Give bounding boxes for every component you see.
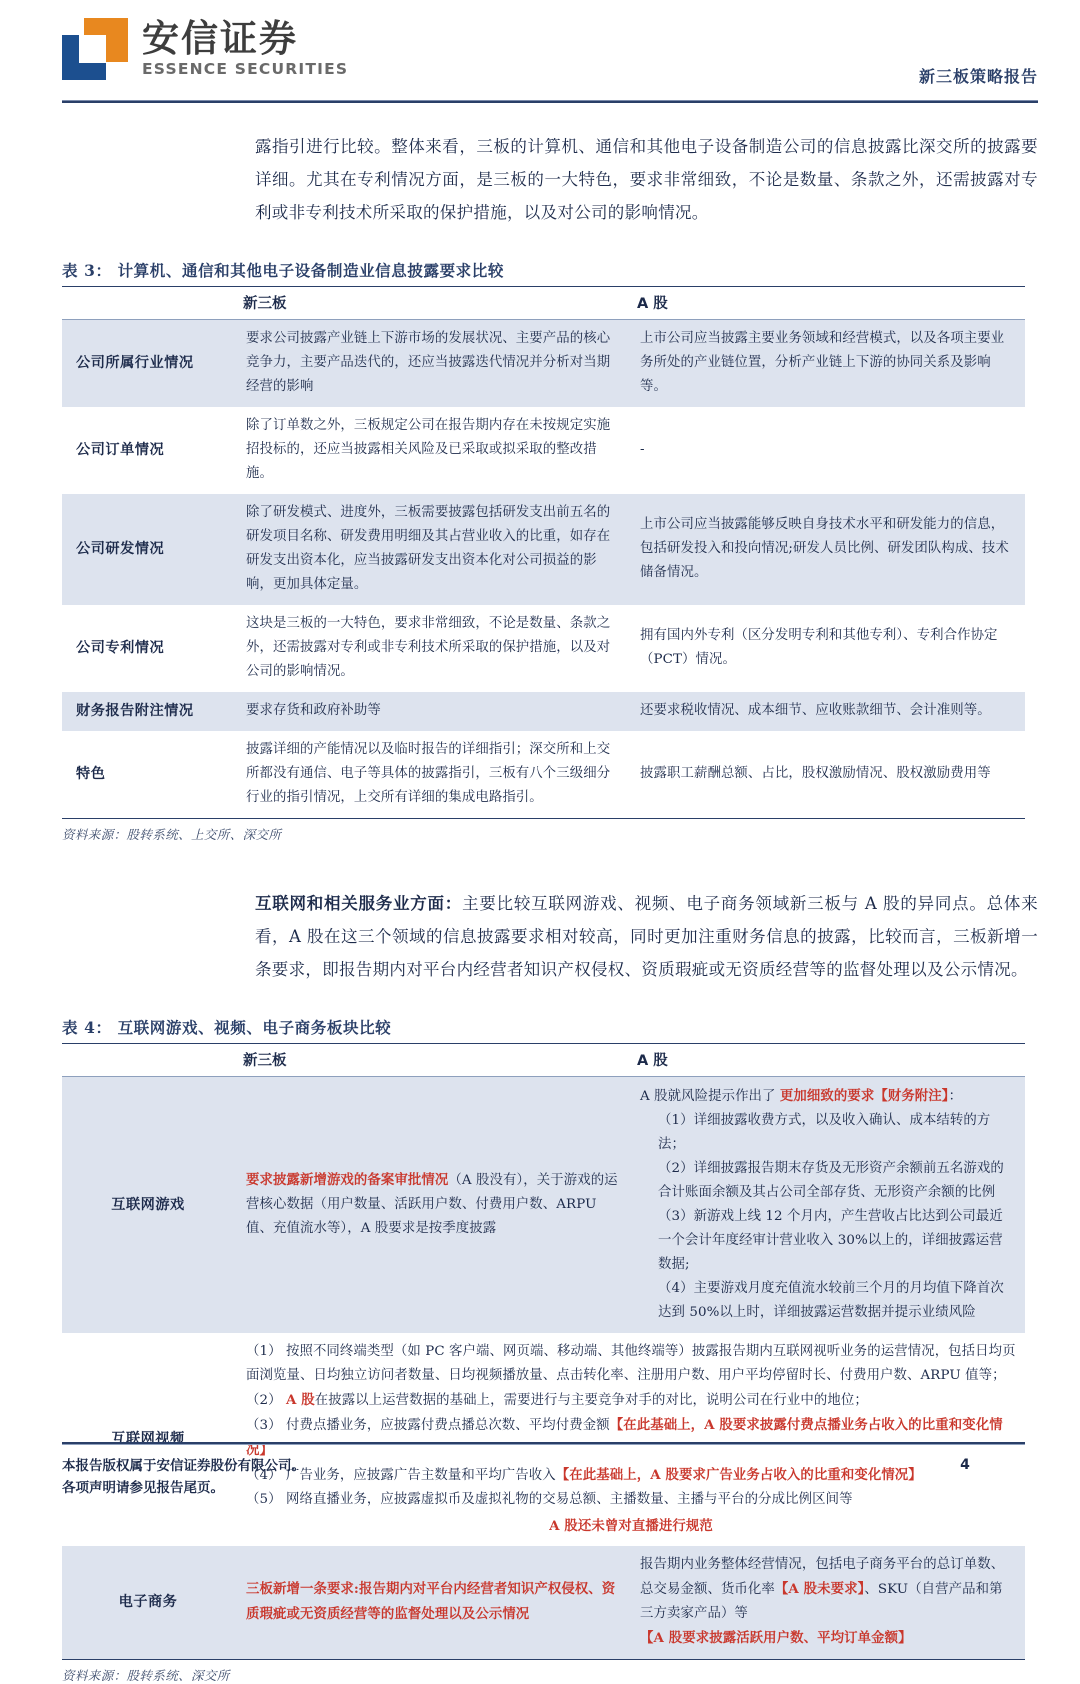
cell-xsb-rest: （A 股没有），关于游戏的运营核心数据（用户数量、活跃用户数、付费用户数、ARPU 值、充值流水等），A 股要求是按季度披露 <box>246 1173 618 1236</box>
cell-xsb: 这块是三板的一大特色，要求非常细致，不论是数量、条款之外，还需披露对专利或非专利技术所采取的保护措施，以及对公司的影响情况。 <box>246 616 611 679</box>
table3-caption: 表 3： 计算机、通信和其他电子设备制造业信息披露要求比较 <box>62 261 504 280</box>
cell-video-merged <box>237 1333 1025 1546</box>
mid-paragraph <box>255 883 1038 986</box>
video-item-highlight: 【在此基础上，A 股要求披露付费点播业务占收入的比重和变化情况】 <box>246 1417 1003 1458</box>
ag-lead-red: 更加细致的要求【财务附注】 <box>779 1088 949 1104</box>
row-label: 公司订单情况 <box>76 442 165 458</box>
cell-ag: 拥有国内外专利（区分发明专利和其他专利）、专利合作协定（PCT）情况。 <box>640 628 998 667</box>
table-row <box>62 1333 1025 1546</box>
cell-xsb <box>237 1077 631 1334</box>
row-label: 公司研发情况 <box>62 494 237 605</box>
brand-name-cn: 安信证券 <box>142 16 298 60</box>
table-row <box>62 320 1025 408</box>
ag-pre: 报告期内业务整体经营情况，包括电子商务平台的总订单数、总交易金额、货币化率 <box>640 1557 1005 1597</box>
video-item-text: （1） 按照不同终端类型（如 PC 客户端、网页端、移动端、其他终端等）披露报告期内互联网视听业务的运营情况，包括日均页面浏览量、日均独立访问者数量、日均视频播放量、点击转化率、注册用户数、用户平均停留时长、付费用户数、ARPU 值等； <box>246 1344 1016 1383</box>
row-label: 公司所属行业情况 <box>62 320 237 408</box>
brand-name-en: ESSENCE SECURITIES <box>142 60 349 79</box>
cell-ag: 披露职工薪酬总额、占比，股权激励情况、股权激励费用等 <box>640 766 991 781</box>
cell-xsb-highlight: 要求披露新增游戏的备案审批情况 <box>246 1172 449 1188</box>
ag-lead-tail: ： <box>948 1089 963 1104</box>
table4-col-xsb: 新三板 <box>237 1044 631 1077</box>
cell-ag: 上市公司应当披露主要业务领域和经营模式，以及各项主要业务所处的产业链位置，分析产业链上下游的协同关系及影响等。 <box>631 320 1025 408</box>
ag-highlight-1: 【A 股未要求】 <box>774 1581 865 1597</box>
footer-line-2: 各项声明请参见报告尾页。 <box>62 1480 224 1496</box>
header-divider <box>62 100 1038 103</box>
row-label: 电子商务 <box>62 1546 237 1659</box>
table-row <box>62 605 1025 692</box>
ag-item: （3）新游戏上线 12 个月内，产生营收占比达到公司最近一个会计年度经审计营业收入 30%以上的，详细披露运营数据; <box>658 1209 1003 1272</box>
video-item-text: （5） 网络直播业务，应披露虚拟币及虚拟礼物的交易总额、主播数量、主播与平台的分成比例区间等 <box>246 1492 853 1507</box>
cell-xsb: 除了研发模式、进度外，三板需要披露包括研发支出前五名的研发项目名称、研发费用明细及其占营业收入的比重，如存在研发支出资本化，应当披露研发支出资本化对公司损益的影响，更加具体定量。 <box>237 494 631 605</box>
intro-paragraph: 露指引进行比较。整体来看，三板的计算机、通信和其他电子设备制造公司的信息披露比深交所的披露要详细。尤其在专利情况方面，是三板的一大特色，要求非常细致，不论是数量、条款之外，还需披露对专利或非专利技术所采取的保护措施，以及对公司的影响情况。 <box>255 137 1038 222</box>
footer-line-1: 本报告版权属于安信证券股份有限公司。 <box>62 1458 305 1474</box>
table-row <box>62 731 1025 818</box>
video-item-pre: （2） <box>246 1393 286 1408</box>
table-row <box>62 494 1025 605</box>
video-item-highlight: A 股 <box>285 1392 315 1408</box>
ag-item: （2）详细披露报告期末存货及无形资产余额前五名游戏的合计账面余额及其占公司全部存货、无形资产余额的比例 <box>658 1161 1004 1200</box>
table-row <box>62 1546 1025 1659</box>
ag-lead-line <box>640 1084 1016 1109</box>
cell-ag <box>631 1077 1025 1334</box>
page-number: 4 <box>960 1457 970 1473</box>
cell-xsb: 除了订单数之外，三板规定公司在报告期内存在未按规定实施招投标的，还应当披露相关风险及已采取或拟采取的整改措施。 <box>246 418 611 481</box>
table3-source: 资料来源：股转系统、上交所、深交所 <box>62 827 282 842</box>
table-row <box>62 692 1025 731</box>
table4-source: 资料来源：股转系统、深交所 <box>62 1668 230 1683</box>
row-label: 公司专利情况 <box>76 640 165 656</box>
cell-xsb: 披露详细的产能情况以及临时报告的详细指引；深交所和上交所都没有通信、电子等具体的披露指引，三板有八个三级细分行业的指引情况，上交所有详细的集成电路指引。 <box>246 742 611 805</box>
cell-xsb: 要求存货和政府补助等 <box>237 692 631 731</box>
ag-mid: 、SKU（自营产品和第三方卖家产品）等 <box>640 1582 1003 1621</box>
video-item <box>246 1388 1016 1413</box>
footer-divider <box>62 1442 1025 1445</box>
table-row <box>62 407 1025 494</box>
cell-xsb-highlight: 三板新增一条要求:报告期内对平台内经营者知识产权侵权、资质瑕疵或无资质经营等的监督处理以及公示情况 <box>246 1581 616 1622</box>
table3-block <box>62 259 1025 843</box>
cell-ag: 还要求税收情况、成本细节、应收账款细节、会计准则等。 <box>631 692 1025 731</box>
ag-item: （4）主要游戏月度充值流水较前三个月的月均值下降首次达到 50%以上时，详细披露运营数据并提示业绩风险 <box>658 1281 1004 1320</box>
video-item-post: 在披露以上运营数据的基础上，需要进行与主要竞争对手的对比，说明公司在行业中的地位； <box>314 1393 868 1408</box>
table4-header-row <box>62 1044 1025 1077</box>
table4-col-blank <box>62 1044 237 1077</box>
video-item-pre: （3） 付费点播业务，应披露付费点播总次数、平均付费金额 <box>246 1418 610 1433</box>
row-label: 特色 <box>76 766 106 782</box>
table4-block <box>62 1016 1025 1684</box>
footer-copyright <box>62 1455 905 1499</box>
table-row <box>62 1077 1025 1334</box>
ag-item: （1）详细披露收费方式，以及收入确认、成本结转的方法； <box>658 1113 991 1152</box>
ag-highlight-2: 【A 股要求披露活跃用户数、平均订单金额】 <box>640 1630 912 1646</box>
page-header <box>0 0 1080 108</box>
table4 <box>62 1043 1025 1659</box>
video-item-highlight: 【在此基础上，A 股要求广告业务占收入的比重和变化情况】 <box>555 1467 922 1483</box>
report-type-label: 新三板策略报告 <box>918 67 1038 86</box>
ag-lead-black: A 股就风险提示作出了 <box>640 1089 780 1104</box>
table3 <box>62 286 1025 818</box>
table4-caption: 表 4： 互联网游戏、视频、电子商务板块比较 <box>62 1018 392 1037</box>
mid-paragraph-lead: 互联网和相关服务业方面： <box>255 894 463 913</box>
mid-paragraph-body: 主要比较互联网游戏、视频、电子商务领域新三板与 A 股的异同点。总体来看，A 股在这三个领域的信息披露要求相对较高，同时更加注重财务信息的披露，比较而言，三板新增一条要求，即报告期内对平台内经营者知识产权侵权、资质瑕疵或无资质经营等的监督处理以及公示情况。 <box>255 894 1038 979</box>
cell-ag <box>631 1546 1025 1659</box>
cell-ag: - <box>640 442 645 457</box>
brand-logo <box>62 18 348 80</box>
table4-col-ag: A 股 <box>631 1044 1025 1077</box>
table3-col-ag: A 股 <box>631 287 1025 320</box>
row-label: 互联网游戏 <box>62 1077 237 1334</box>
table3-col-xsb: 新三板 <box>237 287 631 320</box>
essence-logo-icon <box>62 18 128 80</box>
page-footer <box>62 1442 1025 1499</box>
cell-ag: 上市公司应当披露能够反映自身技术水平和研发能力的信息，包括研发投入和投向情况;研发人员比例、研发团队构成、技术储备情况。 <box>631 494 1025 605</box>
video-ag-note: A 股还未曾对直播进行规范 <box>549 1518 713 1534</box>
video-item <box>246 1340 1016 1388</box>
video-item-pre: （4） 广告业务，应披露广告主数量和平均广告收入 <box>246 1468 556 1483</box>
row-label: 互联网视频 <box>111 1431 185 1447</box>
cell-xsb <box>237 1546 631 1659</box>
table3-header-row <box>62 287 1025 320</box>
table3-col-blank <box>62 287 237 320</box>
row-label: 财务报告附注情况 <box>62 692 237 731</box>
cell-xsb: 要求公司披露产业链上下游市场的发展状况、主要产品的核心竞争力，主要产品迭代的，还应当披露迭代情况并分析对当期经营的影响 <box>237 320 631 408</box>
